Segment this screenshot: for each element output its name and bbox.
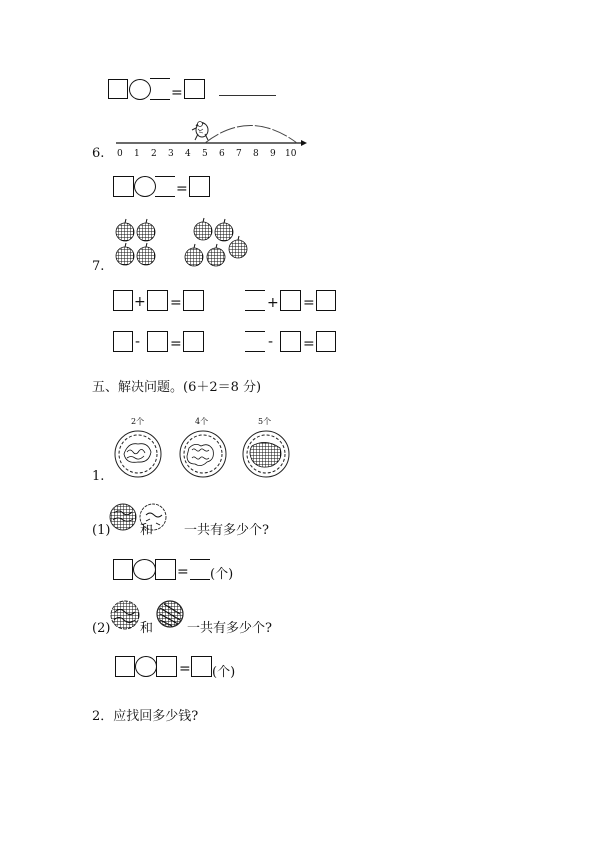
answer-box[interactable]: [280, 331, 301, 352]
sub-question-prefix: (1): [92, 523, 111, 538]
plus-sign: +: [134, 294, 146, 310]
question-number-6: 6.: [92, 146, 105, 161]
equals-sign: =: [177, 564, 189, 580]
blank-line[interactable]: [190, 579, 210, 580]
plate-label: 5个: [258, 417, 272, 426]
answer-box[interactable]: [183, 331, 204, 352]
tick-label: 10: [285, 149, 297, 159]
question-text: 一共有多少个?: [184, 523, 269, 538]
plate-label: 4个: [195, 417, 209, 426]
sub-question-prefix: (2): [92, 621, 111, 636]
tick-label: 4: [185, 149, 191, 159]
blank-line[interactable]: [245, 310, 265, 311]
answer-box[interactable]: [280, 290, 301, 311]
answer-box[interactable]: [316, 290, 336, 311]
minus-sign: -: [268, 334, 274, 350]
question-2-text: 2．应找回多少钱?: [92, 709, 199, 724]
equals-sign: =: [176, 181, 188, 197]
answer-box[interactable]: [156, 656, 177, 677]
unit-label: (个): [212, 665, 236, 680]
jumping-animal-icon: [192, 122, 208, 141]
tick-label: 3: [168, 149, 174, 159]
answer-box[interactable]: [147, 290, 168, 311]
tick-label: 2: [151, 149, 157, 159]
operator-circle[interactable]: [129, 79, 151, 100]
answer-box[interactable]: [108, 79, 128, 99]
answer-box[interactable]: [184, 79, 205, 99]
blank-line-upper: [190, 559, 210, 560]
answer-box[interactable]: [183, 290, 204, 311]
answer-box[interactable]: [115, 656, 135, 677]
answer-box[interactable]: [113, 290, 133, 311]
unit-label: (个): [210, 567, 234, 582]
equals-sign: =: [170, 295, 182, 311]
tick-label: 5: [202, 149, 208, 159]
operator-circle[interactable]: [134, 176, 156, 197]
tick-label: 7: [236, 149, 242, 159]
answer-box[interactable]: [155, 559, 176, 580]
blank-line[interactable]: [150, 99, 170, 100]
answer-box[interactable]: [191, 656, 212, 677]
plus-sign: +: [267, 295, 279, 311]
question-number-7: 7.: [92, 259, 105, 274]
operator-circle[interactable]: [135, 656, 157, 677]
answer-box[interactable]: [316, 331, 336, 352]
blank-line-upper: [150, 78, 170, 79]
apple-icon: [116, 222, 247, 266]
fruit-plates: [112, 428, 302, 480]
blank-line[interactable]: [245, 351, 265, 352]
blank-line-upper: [245, 290, 265, 291]
number-line: [110, 112, 310, 162]
apple-groups: [112, 213, 252, 273]
tick-label: 1: [134, 149, 140, 159]
answer-box[interactable]: [113, 559, 133, 580]
equals-sign: =: [179, 661, 191, 677]
answer-box[interactable]: [113, 176, 134, 197]
section-heading: 五、解决问题。(6＋2＝8 分): [92, 380, 262, 395]
minus-sign: -: [135, 334, 141, 350]
tick-label: 8: [253, 149, 259, 159]
blank-line-upper: [155, 176, 175, 177]
question-text: 一共有多少个?: [187, 621, 272, 636]
answer-box[interactable]: [147, 331, 168, 352]
plate-label: 2个: [131, 417, 145, 426]
unit-blank[interactable]: [219, 95, 276, 96]
tick-label: 9: [270, 149, 276, 159]
equals-sign: =: [171, 85, 183, 101]
question-number-1: 1.: [92, 469, 105, 484]
fruit-pile-icon: [124, 442, 281, 467]
operator-circle[interactable]: [133, 559, 156, 580]
blank-line-upper: [245, 331, 265, 332]
tick-label: 6: [219, 149, 225, 159]
tick-label: 0: [117, 149, 123, 159]
equals-sign: =: [303, 295, 315, 311]
answer-box[interactable]: [189, 176, 210, 197]
equals-sign: =: [170, 336, 182, 352]
conjunction: 和: [140, 523, 154, 538]
answer-box[interactable]: [113, 331, 133, 352]
equals-sign: =: [303, 336, 315, 352]
conjunction: 和: [140, 621, 154, 636]
blank-line[interactable]: [155, 196, 175, 197]
